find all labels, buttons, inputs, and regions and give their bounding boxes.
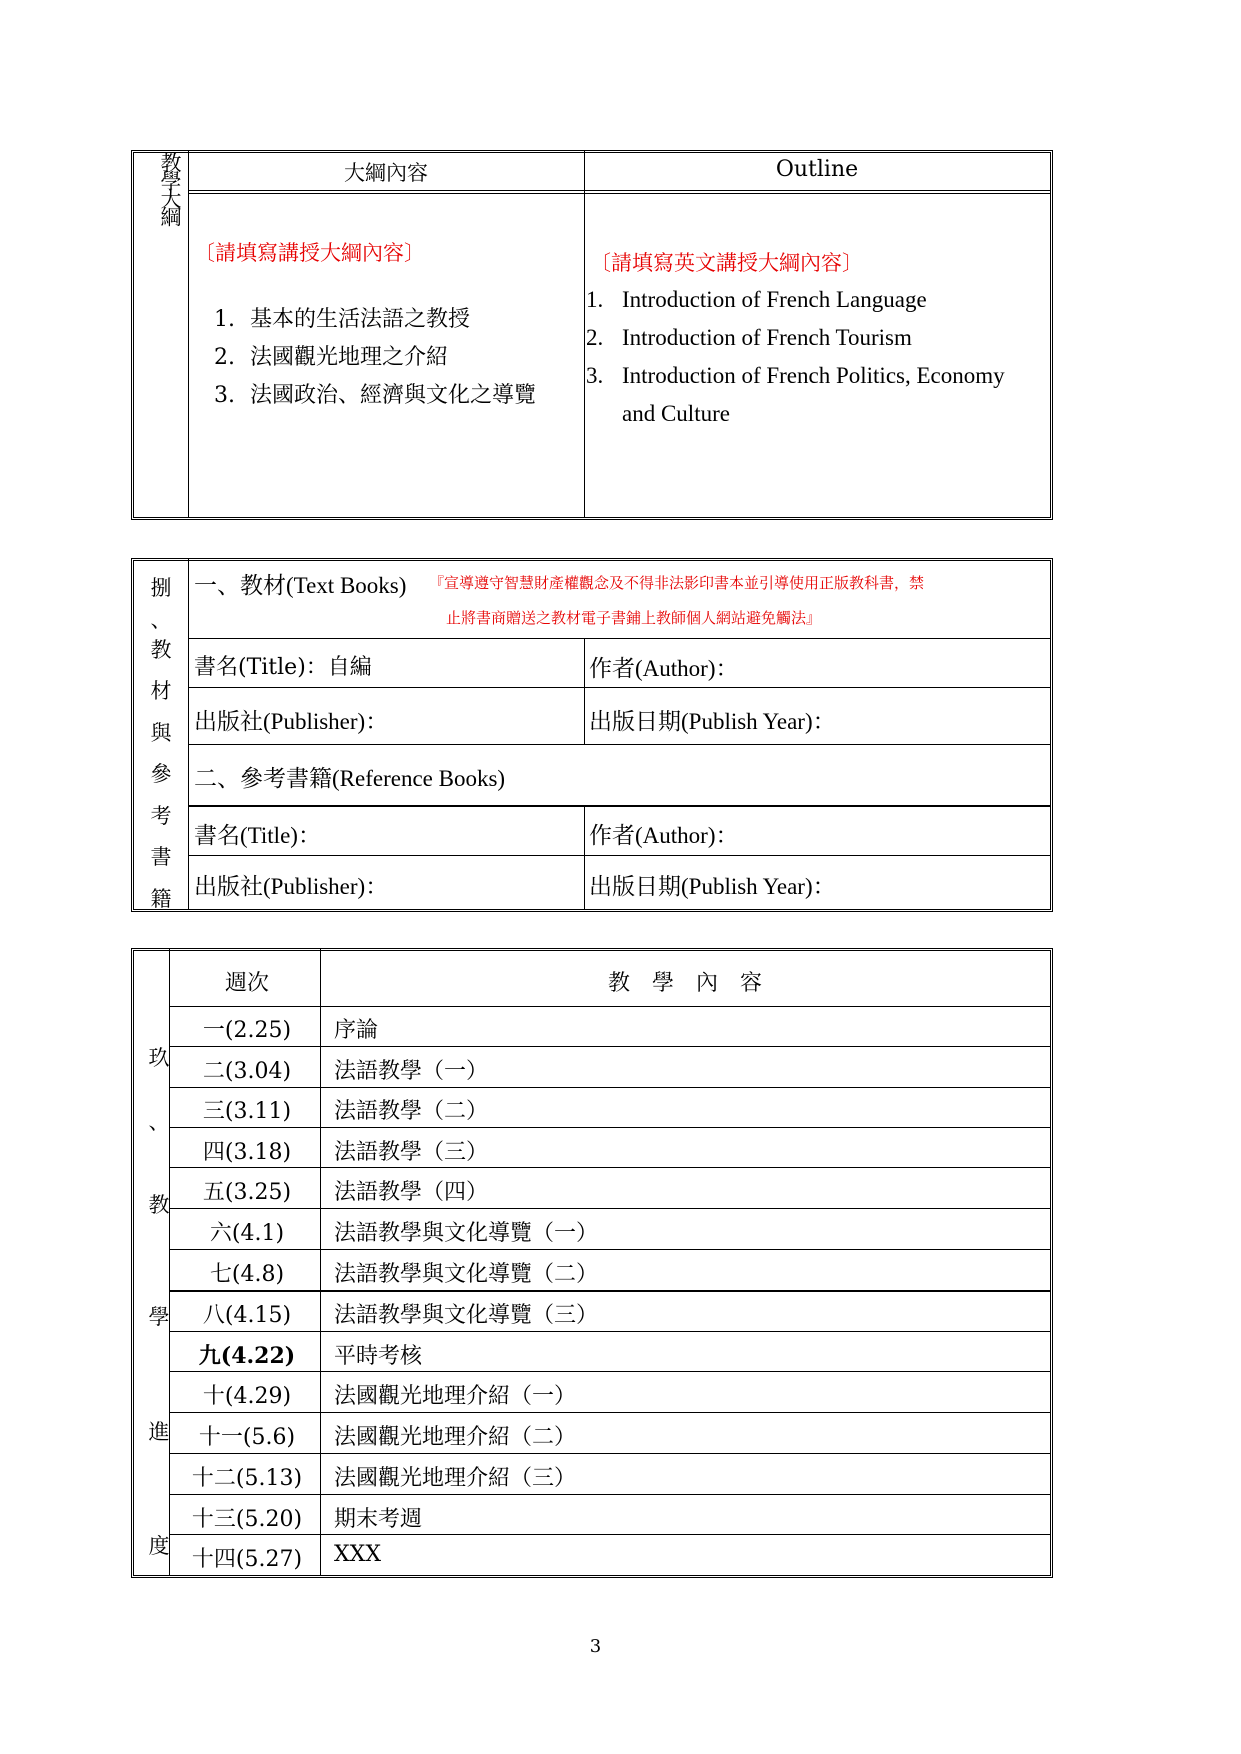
content-cell: 法語教學（一） xyxy=(334,1059,489,1084)
page-number: 3 xyxy=(589,1636,602,1657)
divider xyxy=(170,1127,1050,1128)
divider xyxy=(189,855,1050,856)
week-cell: 六(4.1) xyxy=(209,1221,285,1246)
divider xyxy=(189,687,1050,688)
divider xyxy=(170,1167,1050,1168)
schedule-side-label: 教 xyxy=(148,1193,170,1217)
week-cell: 十(4.29) xyxy=(202,1384,292,1409)
week-cell: 十三(5.20) xyxy=(191,1507,303,1532)
divider xyxy=(170,1453,1050,1454)
textbooks-heading: 一、教材(Text Books) xyxy=(194,573,407,598)
divider xyxy=(170,1006,1050,1007)
divider xyxy=(170,1494,1050,1495)
divider xyxy=(189,190,1050,191)
content-cell: 法語教學（四） xyxy=(334,1180,489,1205)
content-column-header: 教 學 內 容 xyxy=(607,971,762,996)
divider xyxy=(189,805,1050,807)
divider xyxy=(170,1087,1050,1088)
outline-en-header: Outline xyxy=(775,157,859,182)
outline-zh-item: 2. 法國觀光地理之介紹 xyxy=(214,345,449,370)
outline-zh-instruction: 〔請填寫講授大綱內容〕 xyxy=(194,241,425,265)
copyright-notice: 『宣導遵守智慧財產權觀念及不得非法影印書本並引導使用正版教科書，禁 xyxy=(429,574,925,592)
divider xyxy=(188,151,189,517)
week-cell: 十二(5.13) xyxy=(191,1466,303,1491)
week-cell: 四(3.18) xyxy=(202,1140,292,1165)
divider xyxy=(170,1290,1050,1292)
divider xyxy=(189,638,1050,639)
week-cell: 十一(5.6) xyxy=(198,1425,296,1450)
content-cell: 法語教學（二） xyxy=(334,1099,489,1124)
divider xyxy=(170,1249,1050,1250)
schedule-side-label: 學 xyxy=(148,1305,170,1329)
divider xyxy=(169,949,170,1575)
schedule-side-label: 玖 xyxy=(148,1046,170,1070)
divider xyxy=(584,638,585,745)
content-cell: 法語教學與文化導覽（三） xyxy=(334,1303,599,1328)
week-cell: 十四(5.27) xyxy=(191,1547,303,1572)
schedule-side-label: 進 xyxy=(148,1420,170,1444)
divider xyxy=(170,1046,1050,1047)
textbook-author-field: 作者(Author)： xyxy=(589,656,739,681)
content-cell: XXX xyxy=(334,1542,381,1567)
week-cell: 一(2.25) xyxy=(202,1018,292,1043)
reference-publisher-field: 出版社(Publisher)： xyxy=(194,874,389,899)
content-cell: 平時考核 xyxy=(334,1344,423,1369)
content-cell: 法國觀光地理介紹（一） xyxy=(334,1384,577,1409)
content-cell: 法語教學（三） xyxy=(334,1140,489,1165)
divider xyxy=(584,806,585,909)
divider xyxy=(170,1412,1050,1413)
outline-en-instruction: 〔請填寫英文講授大綱內容〕 xyxy=(590,251,863,275)
divider xyxy=(584,151,585,517)
content-cell: 序論 xyxy=(334,1018,379,1043)
week-cell: 五(3.25) xyxy=(202,1180,292,1205)
content-cell: 法國觀光地理介紹（三） xyxy=(334,1466,577,1491)
textbook-year-field: 出版日期(Publish Year)： xyxy=(589,709,836,734)
divider xyxy=(189,193,1050,194)
outline-zh-item: 1. 基本的生活法語之教授 xyxy=(214,307,471,332)
divider xyxy=(170,1534,1050,1535)
content-cell: 法國觀光地理介紹（二） xyxy=(334,1425,577,1450)
schedule-side-label: 、 xyxy=(148,1110,170,1134)
outline-en-item: 3. Introduction of French Politics, Economy xyxy=(586,363,1005,388)
books-side-label: 捌 、 教 材 與 參 考 書 籍 xyxy=(150,576,172,911)
outline-zh-item: 3. 法國政治、經濟與文化之導覽 xyxy=(214,383,537,408)
outline-zh-header: 大綱內容 xyxy=(344,161,428,185)
divider xyxy=(170,1208,1050,1209)
content-cell: 期末考週 xyxy=(334,1507,423,1532)
divider xyxy=(170,1371,1050,1372)
outline-en-item: 2. Introduction of French Tourism xyxy=(586,325,912,350)
copyright-notice: 止將書商贈送之教材電子書鋪上教師個人網站避免觸法』 xyxy=(446,609,822,627)
reference-heading: 二、參考書籍(Reference Books) xyxy=(194,766,506,791)
divider xyxy=(188,559,189,909)
week-column-header: 週次 xyxy=(224,971,269,996)
content-cell: 法語教學與文化導覽（二） xyxy=(334,1262,599,1287)
outline-side-label: 教學大綱 xyxy=(158,152,182,224)
week-cell: 八(4.15) xyxy=(202,1303,292,1328)
outline-en-item-continued: and Culture xyxy=(622,401,730,426)
content-cell: 法語教學與文化導覽（一） xyxy=(334,1221,599,1246)
divider xyxy=(170,1331,1050,1332)
week-cell: 九(4.22) xyxy=(198,1343,296,1369)
textbook-title-field: 書名(Title)：自編 xyxy=(194,655,372,680)
reference-title-field: 書名(Title)： xyxy=(194,823,321,848)
outline-en-item: 1. Introduction of French Language xyxy=(586,287,927,312)
week-cell: 二(3.04) xyxy=(202,1059,292,1084)
week-cell: 三(3.11) xyxy=(202,1099,292,1124)
week-cell: 七(4.8) xyxy=(209,1262,285,1287)
divider xyxy=(189,744,1050,745)
reference-author-field: 作者(Author)： xyxy=(589,823,739,848)
reference-year-field: 出版日期(Publish Year)： xyxy=(589,874,836,899)
schedule-side-label: 度 xyxy=(148,1534,170,1558)
textbook-publisher-field: 出版社(Publisher)： xyxy=(194,709,389,734)
